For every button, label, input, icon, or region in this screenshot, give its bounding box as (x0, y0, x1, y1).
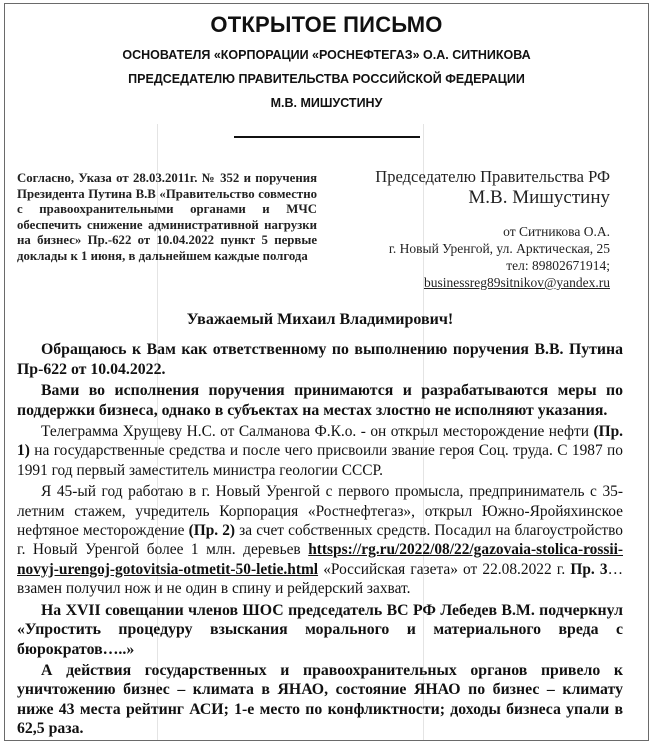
page-title: ОТКРЫТОЕ ПИСЬМО (210, 12, 443, 37)
letter-body (17, 310, 623, 741)
paragraph-3 (17, 422, 623, 480)
header-to-line: ПРЕДСЕДАТЕЛЮ ПРАВИТЕЛЬСТВА РОССИЙСКОЙ ФЕДЕРАЦИИ (128, 72, 525, 86)
paragraph-4 (17, 482, 623, 598)
paragraph-2: Вами во исполнения поручения принимаются и разрабатываются меры по поддержки бизнеса, однако в субъектах на местах злостно не исполняют указания. (17, 382, 623, 419)
text-span: … взамен получил нож и не один в спину и рейдерский захват. (17, 560, 623, 598)
header-from-line: ОСНОВАТЕЛЯ «КОРПОРАЦИИ «РОСНЕФТЕГАЗ» О.А. СИТНИКОВА (122, 48, 531, 62)
article-link[interactable]: httsps://rg.ru/2022/08/22/gazovaia-stolica-rossii-novyj-urengoj-gotovitsia-otmetit-50-letie.html (17, 541, 623, 578)
text-span: на государственные средства и после чего присвоили звание героя Соц. труда. С 1987 по 1991 год первый заместитель министра геологии СССР. (17, 442, 623, 479)
paragraph-1: Обращаюсь к Вам как ответственному по выполнению поручения В.В. Путина Пр-622 от 10.04.2022. (17, 341, 623, 378)
text-span: Телеграмма Хрущеву Н.С. от Салманова Ф.К.о. - он открыл месторождение нефти (41, 423, 594, 441)
paragraph-6: А действия государственных и правоохранительных органов привело к уничтожению бизнес – климата в ЯНАО, состояние ЯНАО по бизнес – климату ниже 43 места рейтинг АСИ; 1-е место по конфликтности; доходы бизнеса упали в 62,5 раза. (17, 661, 623, 738)
appendix-ref-2: (Пр. 2) (188, 522, 236, 540)
document-page (4, 3, 649, 741)
appendix-ref-1: (Пр. 1) (17, 423, 623, 460)
letter-header (5, 4, 648, 138)
header-divider (234, 136, 420, 138)
addressee-block (320, 167, 610, 291)
legal-reference-block: Согласно, Указа от 28.03.2011г. № 352 и поручения Президента Путина В.В «Правительство совместно с правоохранительными органами и МЧС обеспечить снижение административной нагрузки на бизнес» Пр.-622 от 10.04.2022 пункт 5 первые доклады к 1 июня, в дальнейшем каждые полгода (17, 171, 317, 263)
addressee-name: М.В. Мишустину (468, 187, 610, 208)
paragraph-5: На XVII совещании членов ШОС председатель ВС РФ Лебедев В.М. подчеркнул «Упростить процедуру взыскания морального и материального вреда с бюрократов…..» (17, 601, 623, 658)
appendix-ref-3: Пр. 3 (570, 560, 608, 578)
sender-address: г. Новый Уренгой, ул. Арктическая, 25 (388, 241, 610, 256)
salutation: Уважаемый Михаил Владимирович! (186, 311, 454, 328)
sender-name: от Ситникова О.А. (503, 224, 610, 239)
text-span: за счет собственных средств. Посадил на благоустройство г. Новый Уренгой более 1 млн. деревьев (17, 522, 623, 559)
text-span: Я 45-ый год работаю в г. Новый Уренгой с первого промысла, предприниматель с 35- летним стажем, учредитель Корпорация «Ростнефтегаз», открыл Южно-Яройяхинское нефтяное месторождение (17, 483, 623, 540)
header-name-line: М.В. МИШУСТИНУ (270, 96, 383, 110)
addressee-title: Председателю Правительства РФ (375, 167, 610, 186)
sender-email-link[interactable]: businessreg89sitnikov@yandex.ru (423, 275, 610, 290)
sender-phone: тел: 89802671914; (506, 258, 610, 273)
text-span: «Российская газета» от 22.08.2022 г. (318, 560, 571, 578)
